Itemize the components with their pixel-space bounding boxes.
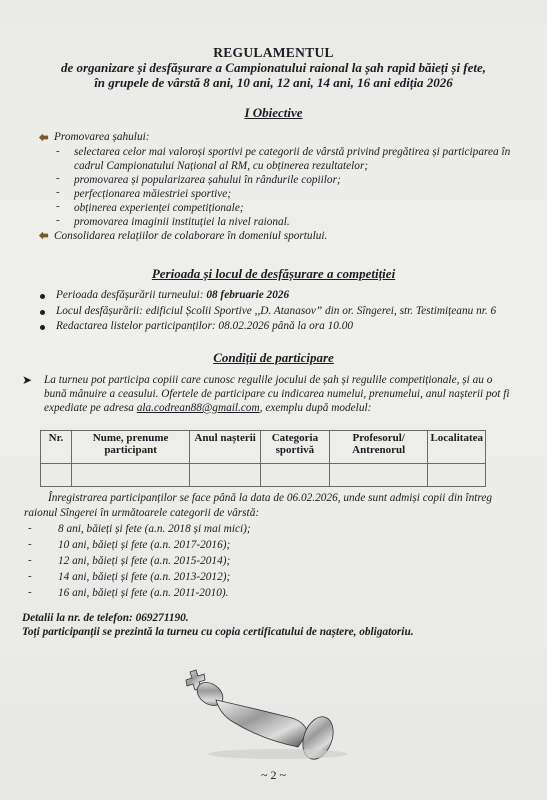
dash-marker: - bbox=[56, 186, 60, 198]
bullet-dot bbox=[40, 310, 45, 315]
hand-pointer-icon bbox=[38, 132, 49, 143]
dash-marker: - bbox=[28, 538, 32, 550]
period-date: 08 februarie 2026 bbox=[206, 289, 290, 301]
table-cell[interactable] bbox=[41, 464, 72, 487]
conditions-para-line-2: bună mânuire a ceasului. Ofertele de participare cu indicarea numelui, prenumelui, anul nașterii pot fi bbox=[44, 388, 510, 400]
table-cell[interactable] bbox=[71, 464, 189, 487]
registration-line-1: Înregistrarea participanților se face până la data de 06.02.2026, unde sunt admiși copii din întreg bbox=[48, 492, 492, 504]
table-header-category: Categoria sportivă bbox=[261, 431, 330, 464]
email-link[interactable]: ala.codrean88@gmail.com bbox=[136, 402, 260, 414]
objective-subitem-1b: cadrul Campionatului Național al RM, cu obținerea rezultatelor; bbox=[74, 160, 369, 172]
category-item: 8 ani, băieți și fete (a.n. 2018 și mai mici); bbox=[58, 523, 251, 535]
objective-subitem-1a: selectarea celor mai valoroși sportivi pe categorii de vârstă privind pregătirea și participarea în bbox=[74, 146, 511, 158]
period-line-1 bbox=[56, 289, 289, 302]
table-header-locality: Localitatea bbox=[428, 431, 486, 464]
table-row bbox=[41, 464, 486, 487]
page-number: ~ 2 ~ bbox=[261, 768, 286, 782]
category-item: 14 ani, băieți și fete (a.n. 2013-2012); bbox=[58, 571, 231, 583]
category-item: 12 ani, băieți și fete (a.n. 2015-2014); bbox=[58, 555, 231, 567]
bullet-dot bbox=[40, 325, 45, 330]
period-label: Perioada desfășurării turneului: bbox=[56, 289, 207, 301]
objective-item-1: Promovarea șahului: bbox=[54, 131, 150, 143]
document-subtitle-1: de organizare și desfășurare a Campionatului raional la șah rapid băieți și fete, bbox=[60, 60, 487, 75]
objective-item-2: Consolidarea relațiilor de colaborare în domeniul sportului. bbox=[54, 230, 328, 242]
table-header-trainer: Profesorul/ Antrenorul bbox=[329, 431, 428, 464]
dash-marker: - bbox=[56, 214, 60, 226]
dash-marker: - bbox=[56, 172, 60, 184]
table-cell[interactable] bbox=[329, 464, 428, 487]
chess-king-icon bbox=[178, 662, 378, 762]
document-title: REGULAMENTUL bbox=[213, 45, 334, 60]
table-header-nr: Nr. bbox=[41, 431, 72, 464]
period-line-3: Redactarea listelor participanților: 08.02.2026 până la ora 10.00 bbox=[56, 320, 354, 332]
period-line-2: Locul desfășurării: edificiul Școlii Sportive ,,D. Atanasov” din or. Sîngerei, str. Testimițeanu nr. 6 bbox=[56, 305, 497, 317]
table-cell[interactable] bbox=[261, 464, 330, 487]
table-header-row bbox=[41, 431, 486, 464]
conditions-para-line-1: La turneu pot participa copiii care cunosc regulile jocului de șah și regulile competiționale, și au o bbox=[44, 374, 493, 386]
table-header-name: Nume, prenume participant bbox=[71, 431, 189, 464]
dash-marker: - bbox=[28, 522, 32, 534]
registration-line-2: raionul Sîngerei în următoarele categorii de vârstă: bbox=[24, 507, 260, 519]
arrow-right-icon: ➤ bbox=[22, 373, 33, 387]
dash-marker: - bbox=[56, 200, 60, 212]
details-phone: Detalii la nr. de telefon: 069271190. bbox=[22, 612, 189, 624]
objective-subitem-3: perfecționarea măiestriei sportive; bbox=[74, 188, 232, 200]
table-cell[interactable] bbox=[190, 464, 261, 487]
dash-marker: - bbox=[28, 554, 32, 566]
conditions-para-post: , exemplu după modelul: bbox=[259, 402, 372, 414]
details-note: Toți participanții se prezintă la turneu cu copia certificatului de naștere, obligatoriu. bbox=[22, 626, 414, 638]
dash-marker: - bbox=[28, 586, 32, 598]
objective-subitem-4: obținerea experienței competiționale; bbox=[74, 202, 244, 214]
period-heading: Perioada și locul de desfășurare a competiției bbox=[151, 266, 396, 281]
conditions-para-line-3 bbox=[44, 402, 371, 415]
conditions-para-pre: expediate pe adresa bbox=[44, 402, 137, 414]
registration-table bbox=[40, 430, 486, 487]
objective-subitem-5: promovarea imaginii instituției la nivel raional. bbox=[74, 216, 290, 228]
category-item: 16 ani, băieți și fete (a.n. 2011-2010). bbox=[58, 587, 229, 599]
hand-pointer-icon bbox=[38, 230, 49, 241]
table-cell[interactable] bbox=[428, 464, 486, 487]
table-header-year: Anul nașterii bbox=[190, 431, 261, 464]
bullet-dot bbox=[40, 294, 45, 299]
objectives-heading: I Obiective bbox=[244, 105, 303, 120]
dash-marker: - bbox=[28, 570, 32, 582]
dash-marker: - bbox=[56, 145, 60, 157]
document-subtitle-2: în grupele de vârstă 8 ani, 10 ani, 12 ani, 14 ani, 16 ani ediția 2026 bbox=[94, 75, 453, 90]
objective-subitem-2: promovarea și popularizarea șahului în rândurile copiilor; bbox=[74, 174, 341, 186]
category-item: 10 ani, băieți și fete (a.n. 2017-2016); bbox=[58, 539, 231, 551]
conditions-heading: Condiții de participare bbox=[213, 350, 334, 365]
